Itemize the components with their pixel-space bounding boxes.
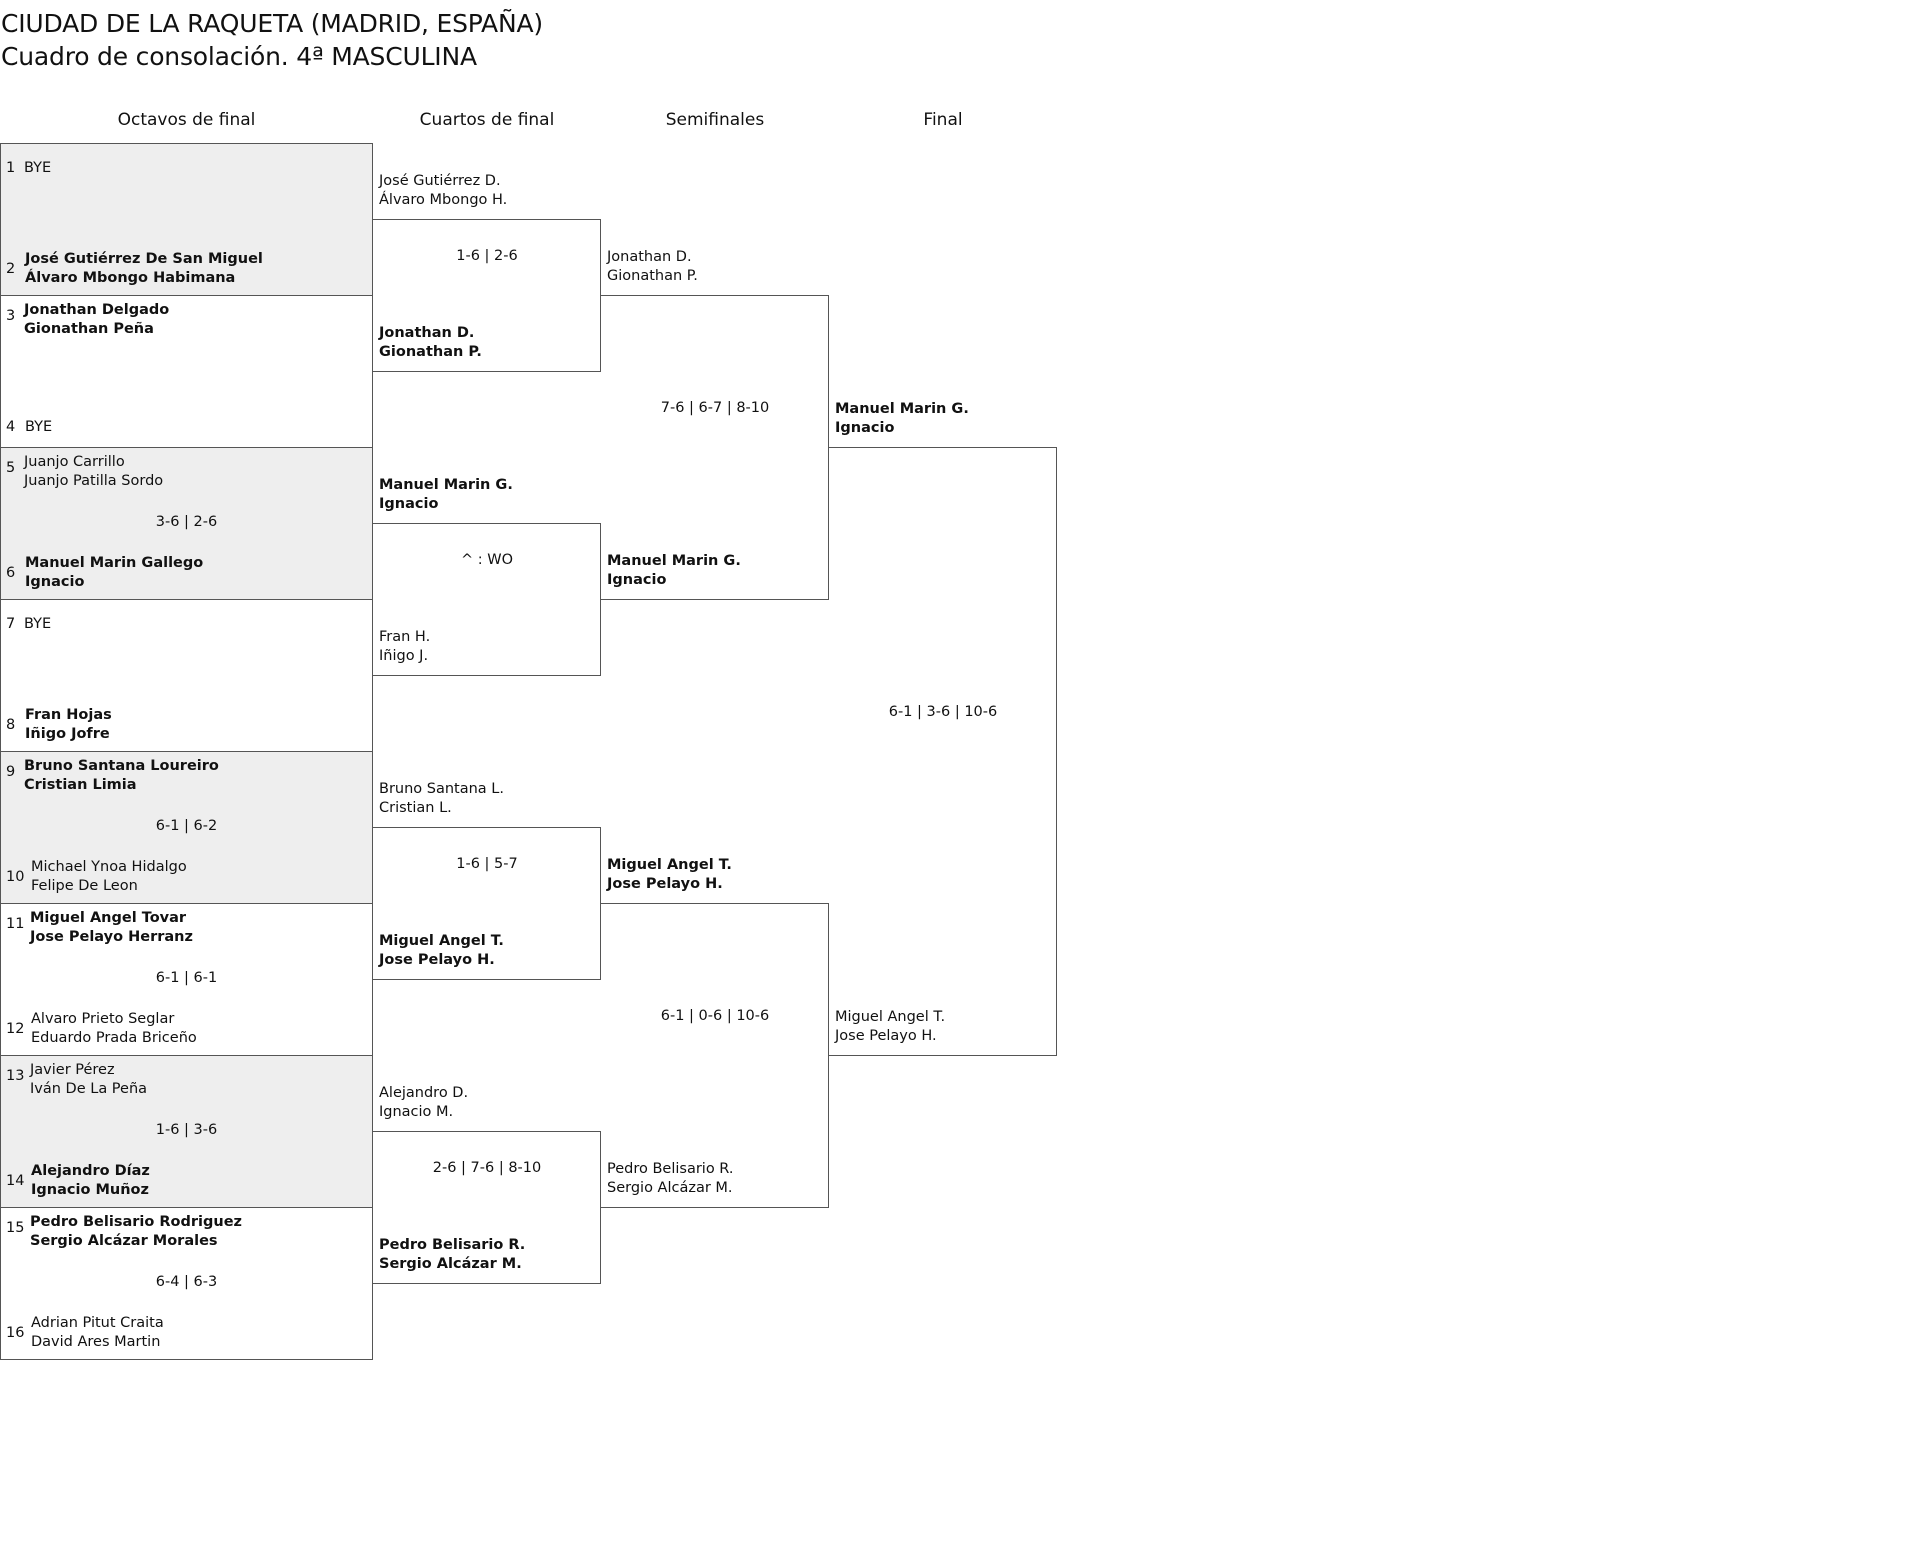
player-name: Ignacio (379, 496, 439, 512)
round-header-semifinales: Semifinales (665, 110, 765, 130)
match-score: 6-1 | 6-1 (155, 970, 218, 986)
seed-number: 10 (6, 869, 25, 885)
match-score: 6-1 | 3-6 | 10-6 (888, 704, 998, 720)
team-pair (379, 172, 507, 210)
player-name: Fran Hojas (25, 707, 112, 723)
team-pair (379, 780, 504, 818)
team-pair (24, 301, 169, 339)
player-name: Manuel Marin G. (835, 401, 969, 417)
match-score: 1-6 | 5-7 (456, 856, 518, 872)
player-name: Bruno Santana Loureiro (24, 758, 219, 774)
seed-number: 5 (6, 460, 16, 476)
seed-number: 13 (6, 1068, 25, 1084)
player-name: Alejandro Díaz (31, 1163, 150, 1179)
player-name: Juanjo Patilla Sordo (24, 473, 164, 489)
team-pair (24, 453, 163, 491)
match-score: 6-1 | 0-6 | 10-6 (660, 1008, 770, 1024)
seed-number: 3 (6, 308, 16, 324)
player-name: Pedro Belisario R. (379, 1237, 526, 1253)
team-pair (379, 476, 513, 514)
player-name: Javier Pérez (30, 1062, 115, 1078)
team-pair (25, 418, 52, 437)
player-name: Ignacio M. (379, 1104, 454, 1120)
player-name: Miguel Angel T. (607, 857, 732, 873)
player-name: Ignacio (607, 572, 667, 588)
seed-number: 9 (6, 764, 16, 780)
player-name: Pedro Belisario Rodriguez (30, 1214, 242, 1230)
team-pair (607, 1160, 733, 1198)
player-name: Iván De La Peña (30, 1081, 148, 1097)
team-pair (835, 1008, 945, 1046)
match-score: 2-6 | 7-6 | 8-10 (432, 1160, 542, 1176)
player-name: Miguel Angel Tovar (30, 910, 187, 926)
team-pair (379, 628, 430, 666)
player-name: Manuel Marin G. (607, 553, 741, 569)
player-name: Miguel Angel T. (835, 1009, 946, 1025)
player-name: Gionathan Peña (24, 321, 154, 337)
round-header-cuartos: Cuartos de final (419, 110, 555, 130)
player-name: BYE (24, 160, 52, 176)
page-title: CIUDAD DE LA RAQUETA (MADRID, ESPAÑA) (1, 9, 543, 38)
player-name: David Ares Martin (31, 1334, 161, 1350)
match-score: 6-1 | 6-2 (155, 818, 218, 834)
team-pair (607, 552, 741, 590)
player-name: José Gutiérrez De San Miguel (25, 251, 263, 267)
player-name: Manuel Marin G. (379, 477, 513, 493)
player-name: Miguel Angel T. (379, 933, 504, 949)
player-name: Manuel Marin Gallego (25, 555, 204, 571)
team-pair (379, 932, 504, 970)
player-name: Alvaro Prieto Seglar (31, 1011, 175, 1027)
player-name: Gionathan P. (379, 344, 482, 360)
team-pair (379, 1236, 525, 1274)
player-name: Fran H. (379, 629, 431, 645)
player-name: Jose Pelayo H. (379, 952, 495, 968)
player-name: Sergio Alcázar M. (379, 1256, 522, 1272)
player-name: BYE (24, 616, 52, 632)
team-pair (30, 909, 193, 947)
seed-number: 12 (6, 1021, 25, 1037)
match-score: 6-4 | 6-3 (155, 1274, 218, 1290)
team-pair (24, 159, 51, 178)
seed-number: 16 (6, 1325, 25, 1341)
seed-number: 8 (6, 717, 16, 733)
seed-number: 15 (6, 1220, 25, 1236)
final-connector (829, 447, 1057, 1056)
player-name: Ignacio (25, 574, 85, 590)
player-name: Jonathan Delgado (24, 302, 170, 318)
player-name: Michael Ynoa Hidalgo (31, 859, 187, 875)
player-name: Jose Pelayo H. (607, 876, 723, 892)
player-name: Sergio Alcázar M. (607, 1180, 733, 1196)
seed-number: 7 (6, 616, 16, 632)
player-name: Alejandro D. (379, 1085, 469, 1101)
page-subtitle: Cuadro de consolación. 4ª MASCULINA (1, 42, 477, 71)
player-name: Bruno Santana L. (379, 781, 504, 797)
player-name: Eduardo Prada Briceño (31, 1030, 197, 1046)
team-pair (30, 1061, 147, 1099)
team-pair (31, 1010, 197, 1048)
team-pair (607, 856, 732, 894)
player-name: Álvaro Mbongo H. (379, 192, 508, 208)
player-name: Gionathan P. (607, 268, 698, 284)
team-pair (25, 554, 203, 592)
team-pair (24, 757, 219, 795)
player-name: Cristian L. (379, 800, 452, 816)
team-pair (24, 615, 51, 634)
player-name: BYE (25, 419, 53, 435)
team-pair (31, 1314, 164, 1352)
round-header-final: Final (923, 110, 963, 130)
player-name: Adrian Pitut Craita (31, 1315, 164, 1331)
player-name: Iñigo J. (379, 648, 429, 664)
player-name: Jose Pelayo H. (835, 1028, 937, 1044)
player-name: Ignacio Muñoz (31, 1182, 149, 1198)
team-pair (25, 250, 263, 288)
player-name: Ignacio (835, 420, 895, 436)
team-pair (25, 706, 112, 744)
team-pair (835, 400, 969, 438)
player-name: Jose Pelayo Herranz (30, 929, 193, 945)
seed-number: 6 (6, 565, 16, 581)
player-name: Felipe De Leon (31, 878, 138, 894)
match-score: 1-6 | 2-6 (456, 248, 518, 264)
team-pair (379, 1084, 468, 1122)
player-name: Jonathan D. (379, 325, 475, 341)
match-score: 7-6 | 6-7 | 8-10 (660, 400, 770, 416)
match-score: 1-6 | 3-6 (155, 1122, 218, 1138)
round-header-octavos: Octavos de final (117, 110, 256, 130)
seed-number: 2 (6, 261, 16, 277)
seed-number: 11 (6, 916, 25, 932)
player-name: José Gutiérrez D. (379, 173, 501, 189)
match-score: ^ : WO (460, 552, 513, 568)
team-pair (30, 1213, 242, 1251)
player-name: Álvaro Mbongo Habimana (25, 270, 236, 286)
player-name: Pedro Belisario R. (607, 1161, 734, 1177)
seed-number: 1 (6, 160, 16, 176)
team-pair (607, 248, 698, 286)
player-name: Iñigo Jofre (25, 726, 110, 742)
player-name: Juanjo Carrillo (24, 454, 125, 470)
seed-number: 14 (6, 1173, 25, 1189)
player-name: Cristian Limia (24, 777, 137, 793)
match-score: 3-6 | 2-6 (155, 514, 218, 530)
seed-number: 4 (6, 419, 16, 435)
team-pair (31, 1162, 150, 1200)
team-pair (31, 858, 187, 896)
player-name: Jonathan D. (607, 249, 692, 265)
player-name: Sergio Alcázar Morales (30, 1233, 218, 1249)
team-pair (379, 324, 482, 362)
